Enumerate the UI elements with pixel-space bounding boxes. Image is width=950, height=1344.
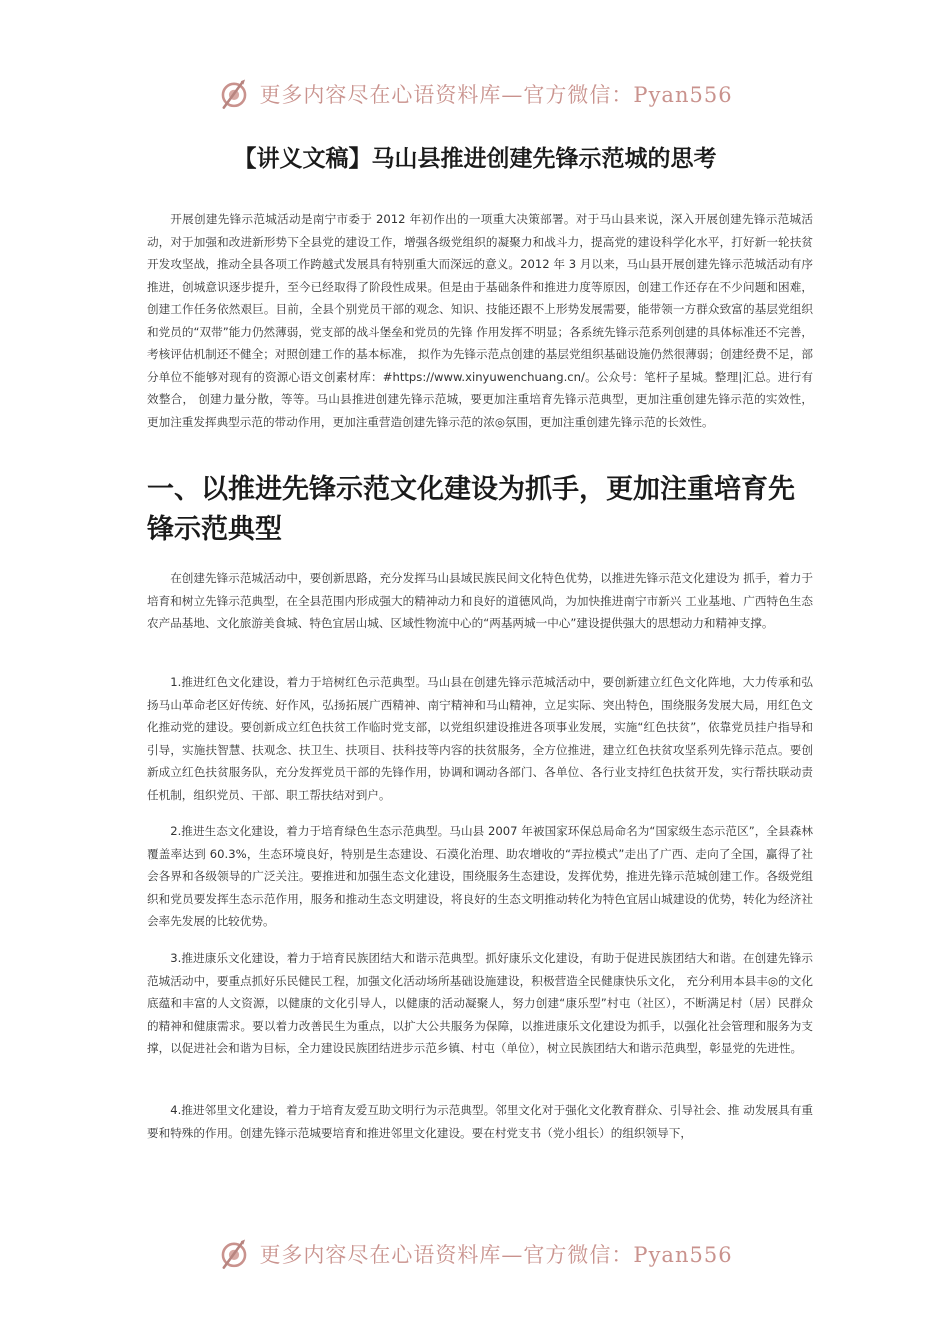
list-item-neighbor-culture: 4.推进邻里文化建设，着力于培育友爱互助文明行为示范典型。邻里文化对于强化文化教育群众、引导社会、推 动发展具有重要和特殊的作用。创建先锋示范城要培育和推进邻里文化建设。要在村党支书（党小组长）的组织领导下，: [147, 1103, 813, 1140]
list-item-kangle-culture: 3.推进康乐文化建设，着力于培育民族团结大和谐示范典型。抓好康乐文化建设，有助于促进民族团结大和谐。在创建先锋示范城活动中，要重点抓好乐民健民工程，加强文化活动场所基础设施建设，积极营造全民健康快乐文化， 充分利用本县丰◎的文化底蕴和丰富的人文资源，以健康的文化引导人，以健康的活动凝聚人，努力创建“康乐型”村屯（社区），不断满足村（居）民群众的精神和健康需求。要以着力改善民生为重点，以扩大公共服务为保障，以推进康乐文化建设为抓手，以强化社会管理和服务为支撑，以促进社会和谐为目标，全力建设民族团结进步示范乡镇、村屯（单位），树立民族团结大和谐示范典型，彰显党的先进性。: [147, 951, 813, 1055]
header-watermark: [0, 74, 950, 114]
list-item-red-culture: 1.推进红色文化建设，着力于培树红色示范典型。马山县在创建先锋示范城活动中，要创新建立红色文化阵地，大力传承和弘扬马山革命老区好传统、好作风，弘扬拓展广西精神、南宁精神和马山精神，立足实际、突出特色，围绕服务发展大局，用红色文化推动党的建设。要创新成立红色扶贫工作临时党支部，以党组织建设推进各项事业发展，实施“红色扶贫”，依靠党员挂户指导和引导，实施扶智慧、扶观念、扶卫生、扶项目、扶科技等内容的扶贫服务，全方位推进，建立红色扶贫攻坚系列先锋示范点。要创新成立红色扶贫服务队，充分发挥党员干部的先锋作用，协调和调动各部门、各单位、各行业支持红色扶贫开发，实行帮扶联动责任机制，组织党员、干部、职工帮扶结对到户。: [147, 675, 813, 802]
list-item-eco-culture: 2.推进生态文化建设，着力于培育绿色生态示范典型。马山县 2007 年被国家环保总局命名为“国家级生态示范区”，全县森林覆盖率达到 60.3%，生态环境良好，特别是生态建设、石漠化治理、助农增收的“弄拉模式”走出了广西、走向了全国，赢得了社会各界和各级领导的广泛关注。要推进和加强生态文化建设，围绕服务生态建设，发挥优势，推进先锋示范城创建工作。各级党组织和党员要发挥生态示范作用，服务和推动生态文明建设，将良好的生态文明推动转化为特色宜居山城建设的优势，转化为经济社会率先发展的比较优势。: [147, 824, 813, 928]
document-title: 【讲义文稿】马山县推进创建先锋示范城的思考: [233, 146, 717, 172]
watermark-text: 更多内容尽在心语资料库—官方微信：Pyan556: [259, 1243, 733, 1267]
watermark-text: 更多内容尽在心语资料库—官方微信：Pyan556: [259, 83, 733, 107]
section-lead-paragraph: 在创建先锋示范城活动中，要创新思路，充分发挥马山县域民族民间文化特色优势，以推进先锋示范文化建设为 抓手，着力于培育和树立先锋示范典型，在全县范围内形成强大的精神动力和良好的道德风尚，为加快推进南宁市新兴 工业基地、广西特色生态农产品基地、文化旅游美食城、特色宜居山城、区域性物流中心的“两基两城一中心”建设提供强大的思想动力和精神支撑。: [147, 571, 813, 630]
intro-paragraph: 开展创建先锋示范城活动是南宁市委于 2012 年初作出的一项重大决策部署。对于马山县来说，深入开展创建先锋示范城活动，对于加强和改进新形势下全县党的建设工作，增强各级党组织的凝聚力和战斗力，提高党的建设科学化水平，打好新一轮扶贫开发攻坚战，推动全县各项工作跨越式发展具有特别重大而深远的意义。2012 年 3 月以来，马山县开展创建先锋示范城活动有序推进，创城意识逐步提升，至今已经取得了阶段性成果。但是由于基础条件和推进力度等原因，创建工作还存在不少问题和困难，创建工作任务依然艰巨。目前，全县个别党员干部的观念、知识、技能还跟不上形势发展需要，能带领一方群众致富的基层党组织和党员的“双带”能力仍然薄弱，党支部的战斗堡垒和党员的先锋 作用发挥不明显；各系统先锋示范系列创建的具体标准还不完善，考核评估机制还不健全；对照创建工作的基本标准， 拟作为先锋示范点创建的基层党组织基础设施仍然很薄弱；创建经费不足，部分单位不能够对现有的资源心语文创素材库：#https://www.xinyuwenchuang.cn/。公众号：笔杆子星城。整理|汇总。进行有效整合， 创建力量分散，等等。马山县推进创建先锋示范城，要更加注重培育先锋示范典型，更加注重创建先锋示范的实效性， 更加注重发挥典型示范的带动作用，更加注重营造创建先锋示范的浓◎氛围，更加注重创建先锋示范的长效性。: [147, 212, 813, 429]
pen-flower-logo-icon: [217, 1237, 251, 1271]
section-heading: 一、以推进先锋示范文化建设为抓手，更加注重培育先锋示范典型: [147, 474, 795, 545]
footer-watermark: [0, 1234, 950, 1274]
pen-flower-logo-icon: [217, 77, 251, 111]
